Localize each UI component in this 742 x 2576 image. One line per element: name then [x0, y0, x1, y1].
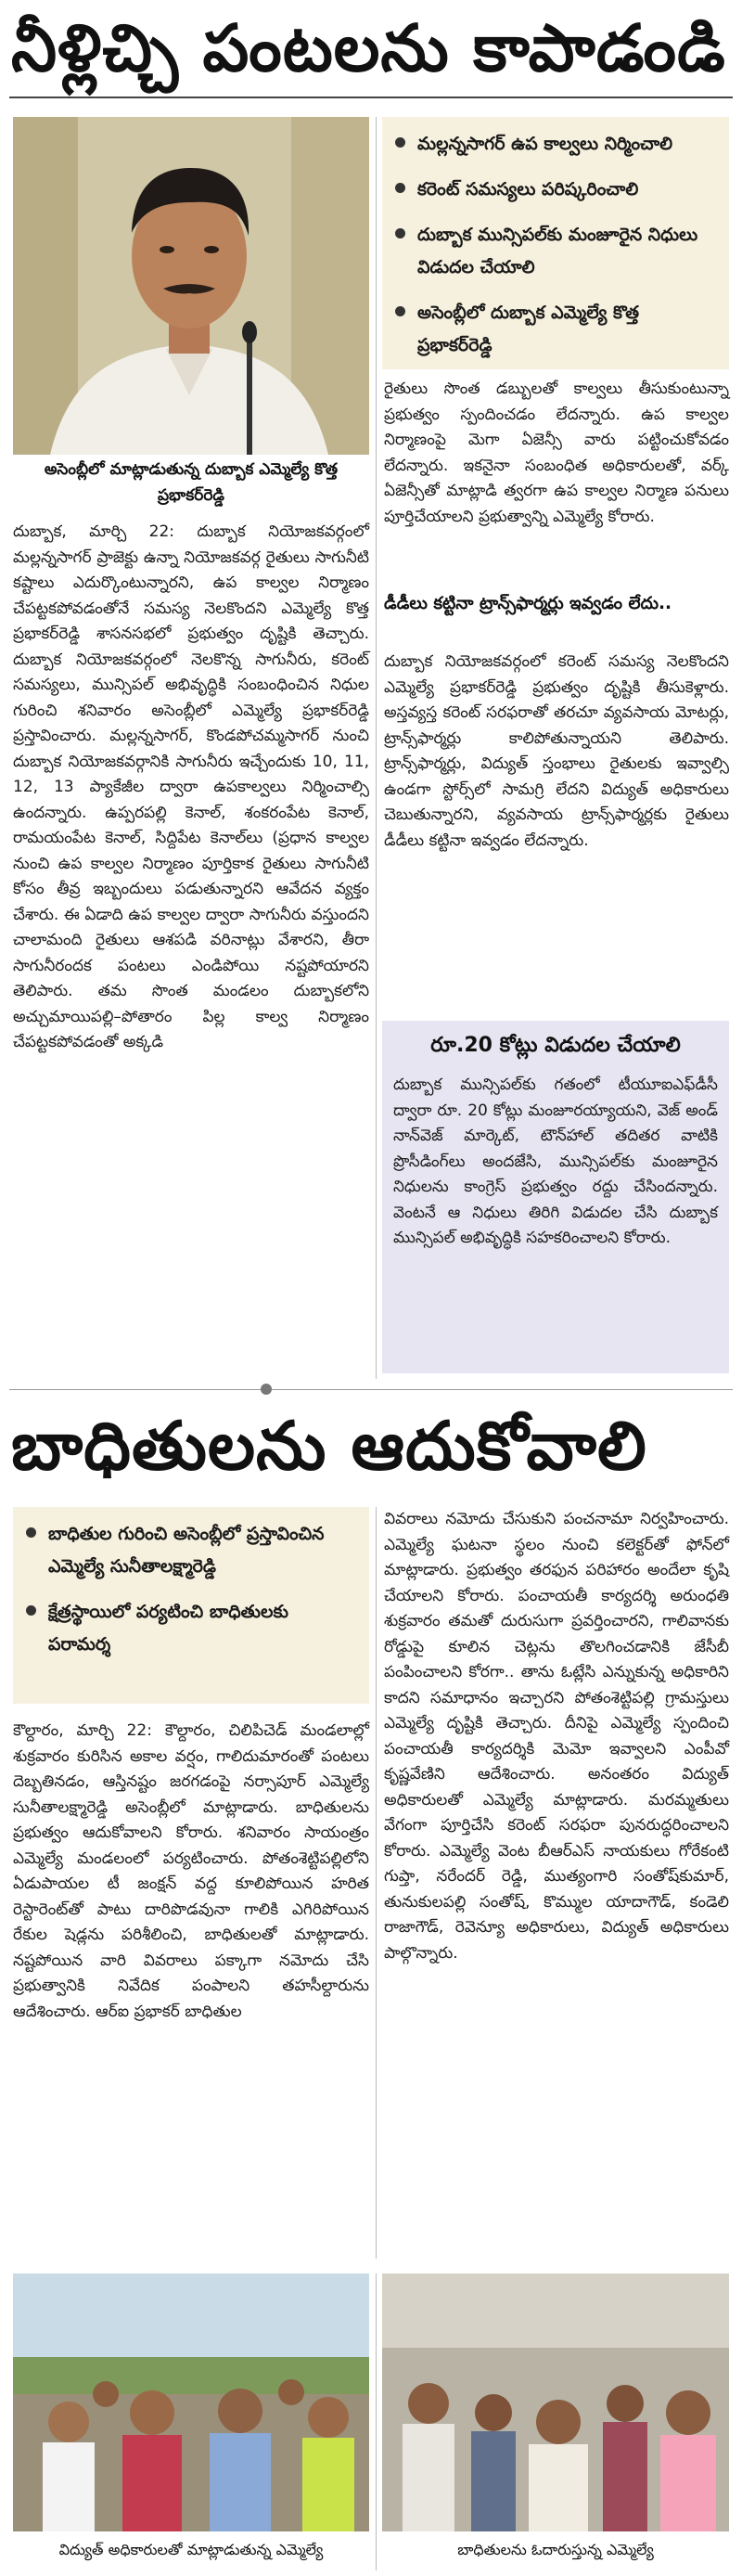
field-visit-photo-right [382, 2273, 729, 2531]
article1-body-left: దుబ్బాక, మార్చి 22: దుబ్బాక నియోజకవర్గంలో మల్లన్నసాగర్ ప్రాజెక్టు ఉన్నా నియోజకవర్గ రైతులు సాగునీటి కష్టాలు ఎదుర్కొంటున్నారని, ఉప కాల్వల నిర్మాణం చేపట్టకపోవడంతోనే సమస్య నెలకొందని ఎమ్మెల్యే కొత్త ప్రభాకర్‌రెడ్డి శాసనసభలో ప్రభుత్వం దృష్టికి తెచ్చారు. దుబ్బాక నియోజకవర్గంలో నెలకొన్న సాగునీరు, కరెంట్ సమస్యలు, మున్సిపల్ అభివృద్ధికి సంబంధించిన నిధుల గురించి శనివారం అసెంబ్లీలో ఎమ్మెల్యే ప్రభాకర్‌రెడ్డి ప్రస్తావించారు. మల్లన్నసాగర్, కొండపోచమ్మసాగర్ నుంచి దుబ్బాక నియోజకవర్గానికి సాగునీరు ఇచ్చేందుకు 10, 11, 12, 13 ప్యాకేజీల ద్వారా ఉపకాల్వలు నిర్మించాల్సి ఉందన్నారు. ఉప్పరపల్లి కెనాల్, శంకరంపేట కెనాల్, రామయంపేట కెనాల్, సిద్దిపేట కెనాల్‌లు (ప్రధాన కాల్వల నుంచి ఉప కాల్వల నిర్మాణం పూర్తికాక రైతులు సాగునీటి కోసం తీవ్ర ఇబ్బందులు పడుతున్నారని ఆవేదన వ్యక్తం చేశారు. ఈ ఏడాది ఉప కాల్వల ద్వారా సాగునీరు వస్తుందని చాలామంది రైతులు ఆశపడి వరినాట్లు వేశారని, తీరా సాగునీరందక పంటలు ఎండిపోయి నష్టపోయారని తెలిపారు. తమ సొంత మండలం దుబ్బాకలోని అచ్చుమాయిపల్లి–పోతారం పిల్ల కాల్వ నిర్మాణం చేపట్టకపోవడంతో అక్కడి [13, 522, 369, 1051]
highlights-box-2 [13, 1507, 369, 1704]
highlights-box [382, 117, 729, 369]
article1-headline: నీళ్లిచ్చి పంటలను కాపాడండి [11, 10, 726, 86]
photo-caption: అసెంబ్లీలో మాట్లాడుతున్న దుబ్బాక ఎమ్మెల్యే కొత్త ప్రభాకర్‌రెడ్డి [44, 460, 339, 505]
caption-right: బాధితులను ఓదారుస్తున్న ఎమ్మెల్యే [457, 2541, 654, 2558]
sidebox-body: దుబ్బాక మున్సిపల్‌కు గతంలో టీయూఐఎఫ్‌డీసీ ద్వారా రూ. 20 కోట్లు మంజూరయ్యాయని, వెజ్ అండ్ నాన్‌వెజ్ మార్కెట్, టౌన్‌హాల్ తదితర వాటికి ప్రొసీడింగ్‌లు అందజేసి, మున్సిపల్‌కు మంజూరైన నిధులను కాంగ్రెస్ ప్రభుత్వం రద్దు చేసిందన్నారు. వెంటనే ఆ నిధులు తిరిగి విడుదల చేసి దుబ్బాక మున్సిపల్ అభివృద్ధికి సహకరించాలని కోరారు. [393, 1075, 718, 1247]
article2-body-right: వివరాలు నమోదు చేసుకుని పంచనామా నిర్వహించారు. ఎమ్మెల్యే ఘటనా స్థలం నుంచి కలెక్టర్‌తో ఫోన్‌లో మాట్లాడారు. ప్రభుత్వం తరఫున పరిహారం అందేలా కృషి చేయాలని కోరారు. పంచాయతీ కార్యదర్శి అరుంధతి శుక్రవారం తమతో దురుసుగా ప్రవర్తించారని, గాలివానకు రోడ్డుపై కూలిన చెట్లను తొలగించడానికి జేసీబీ పంపించాలని కోరగా.. తాను ఓట్లేసి ఎన్నుకున్న అధికారిని కాదని సమాధానం ఇచ్చారని పోతంశెట్టిపల్లి గ్రామస్తులు ఎమ్మెల్యే దృష్టికి తెచ్చారు. దీనిపై ఎమ్మెల్యే స్పందించి పంచాయతీ కార్యదర్శికి మెమో ఇవ్వాలని ఎంపీవో కృష్ణవేణిని ఆదేశించారు. అనంతరం విద్యుత్ అధికారులతో ఎమ్మెల్యే మాట్లాడారు. మరమ్మతులు వేగంగా పూర్తిచేసి కరెంట్ సరఫరా పునరుద్ధరించాలని కోరారు. ఎమ్మెల్యే వెంట బీఆర్ఎస్ నాయకులు గోరేకంటి గుప్తా, నరేందర్ రెడ్డి, ముత్యంగారి సంతోష్‌కుమార్, తునుకులపల్లి సంతోష్, కొమ్ముల యాదాగౌడ్, కండెలి రాజాగౌడ్, రెవెన్యూ అధికారులు, విద్యుత్ అధికారులు పాల్గొన్నారు. [384, 1510, 729, 1963]
highlight-item: మల్లన్నసాగర్ ఉప కాల్వలు నిర్మించాలి [391, 128, 716, 161]
highlight-item: బాధితుల గురించి అసెంబ్లీలో ప్రస్తావించిన ఎమ్మెల్యే సునీతాలక్ష్మారెడ్డి [22, 1518, 356, 1583]
highlights-list [382, 117, 729, 380]
article1-body-right: రైతులు సొంత డబ్బులతో కాల్వలు తీసుకుంటున్నా ప్రభుత్వం స్పందించడం లేదన్నారు. ఉప కాల్వల నిర్మాణంపై మెగా ఏజెన్సీ వారు పట్టించుకోవడం లేదన్నారు. ఇకనైనా సంబంధిత అధికారులతో, వర్క్ ఏజెన్సీతో మాట్లాడి త్వరగా ఉప కాల్వల నిర్మాణ పనులు పూర్తిచేయాలని ప్రభుత్వాన్ని ఎమ్మెల్యే కోరారు. [384, 380, 729, 526]
highlight-item: దుబ్బాక మున్సిపల్‌కు మంజూరైన నిధులు విడుదల చేయాలి [391, 219, 716, 284]
article1-body-right-2: దుబ్బాక నియోజకవర్గంలో కరెంట్ సమస్య నెలకొందని ఎమ్మెల్యే ప్రభాకర్‌రెడ్డి ప్రభుత్వం దృష్టికి తీసుకెళ్లారు. అస్తవ్యస్త కరెంట్ సరఫరాతో తరచూ వ్యవసాయ మోటర్లు, ట్రాన్స్‌ఫార్మర్లు కాలిపోతున్నాయని తెలిపారు. ట్రాన్స్‌ఫార్మర్లు, విద్యుత్ స్తంభాలు రైతులకు ఇవ్వాల్సి ఉండగా స్టోర్స్‌లో సామగ్రి లేదని విద్యుత్ అధికారులు చెబుతున్నారని, వ్యవసాయ ట్రాన్స్‌ఫార్మర్లకు రైతులు డీడీలు కట్టినా ఇవ్వడం లేదన్నారు. [384, 652, 729, 850]
mla-photo [13, 117, 369, 455]
sidebox-title: రూ.20 కోట్లు విడుదల చేయాలి [430, 1034, 681, 1057]
mla-photo-illustration [13, 117, 369, 455]
bullet-icon [26, 1605, 36, 1616]
highlight-item: అసెంబ్లీలో దుబ్బాక ఎమ్మెల్యే కొత్త ప్రభాకర్‌రెడ్డి [391, 297, 716, 362]
funds-sidebox [382, 1021, 729, 1373]
column-divider [376, 117, 377, 1379]
article-separator [9, 1389, 733, 1390]
bullet-icon [26, 1527, 36, 1538]
bullet-icon [395, 228, 405, 238]
highlights-list-2 [13, 1507, 369, 1680]
column-divider-2 [376, 1507, 377, 2259]
caption-left: విద్యుత్ అధికారులతో మాట్లాడుతున్న ఎమ్మెల్యే [58, 2541, 324, 2558]
bullet-icon [395, 137, 405, 148]
photo-divider [376, 2273, 377, 2570]
separator-dot [261, 1384, 272, 1395]
highlight-item: క్షేత్రస్థాయిలో పర్యటించి బాధితులకు పరామర్శ [22, 1596, 356, 1661]
bullet-icon [395, 306, 405, 316]
article2-headline: బాధితులను ఆదుకోవాలి [11, 1407, 647, 1485]
article2-body-left: కౌల్దారం, మార్చి 22: కౌల్దారం, చిలిపిచెడ్ మండలాల్లో శుక్రవారం కురిసిన అకాల వర్షం, గాలిదుమారంతో పంటలు దెబ్బతినడం, ఆస్తినష్టం జరగడంపై నర్సాపూర్ ఎమ్మెల్యే సునీతాలక్ష్మారెడ్డి అసెంబ్లీలో మాట్లాడారు. బాధితులను ప్రభుత్వం ఆదుకోవాలని కోరారు. శనివారం సాయంత్రం ఎమ్మెల్యే మండలంలో పర్యటించారు. పోతంశెట్టిపల్లిలోని ఏడుపాయల టీ జంక్షన్ వద్ద కూలిపోయిన హరిత రెస్టారెంట్‌తో పాటు దారిపొడవునా గాలికి ఎగిరిపోయిన రేకుల షెడ్లను పరిశీలించి, బాధితులతో మాట్లాడారు. నష్టపోయిన వారి వివరాలు పక్కాగా నమోదు చేసి ప్రభుత్వానికి నివేదిక పంపాలని తహసీల్దారును ఆదేశించారు. ఆర్‌ఐ ప్రభాకర్ బాధితుల [13, 1721, 369, 2021]
highlight-item: కరెంట్ సమస్యలు పరిష్కరించాలి [391, 174, 716, 206]
article1-subhead: డీడీలు కట్టినా ట్రాన్స్‌ఫార్మర్లు ఇవ్వడం లేదు.. [384, 594, 672, 613]
field-visit-photo-left [13, 2273, 369, 2531]
field-visit-illustration-right [382, 2273, 729, 2531]
headline-divider [9, 97, 733, 98]
bullet-icon [395, 183, 405, 193]
field-visit-illustration-left [13, 2273, 369, 2531]
